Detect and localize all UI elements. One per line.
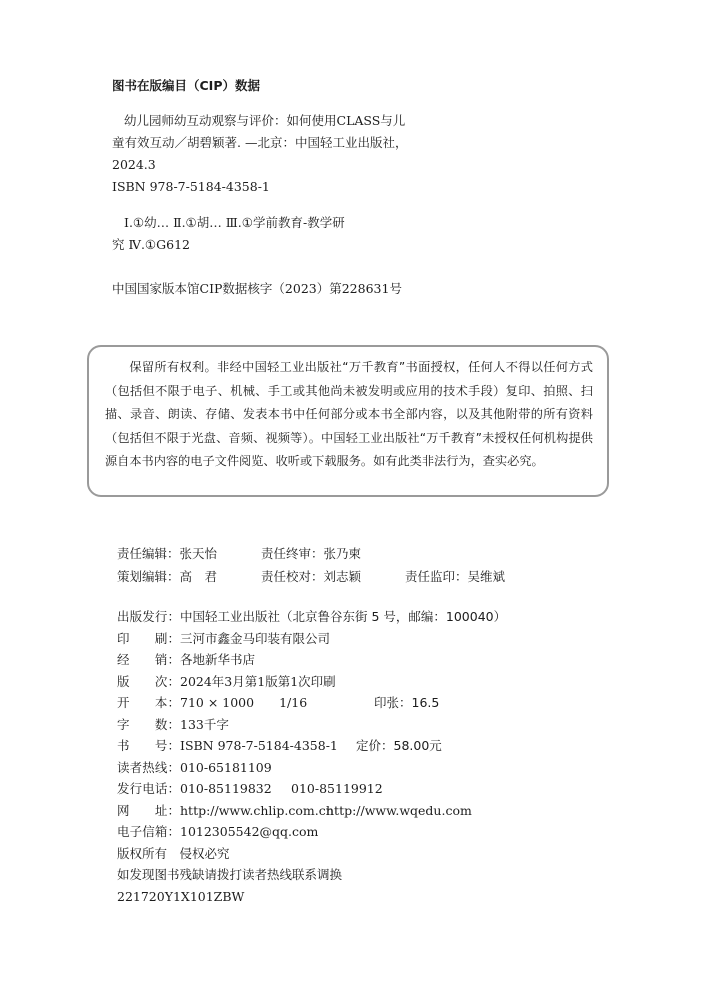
- cip-classification-line-1: Ⅰ.①幼… Ⅱ.①胡… Ⅲ.①学前教育-教学研: [124, 215, 345, 230]
- print-supervisor: 责任监印：吴维斌: [405, 569, 506, 584]
- sales-phone-label: 发行电话：: [117, 781, 180, 796]
- book-number-row: [117, 735, 506, 757]
- return-note-row: [117, 864, 506, 886]
- email-row: [117, 821, 506, 843]
- word-count-label: 字 数：: [117, 716, 180, 732]
- print-code-row: [117, 886, 506, 908]
- distributor-row: [117, 649, 506, 671]
- format-label: 开 本：: [117, 695, 180, 710]
- cip-number: 中国国家版本馆CIP数据核字（2023）第228631号: [112, 281, 402, 296]
- publisher-value: 中国轻工业出版社（北京鲁谷东街 5 号，邮编：100040）: [180, 609, 507, 624]
- cip-classification-line-2: 究 Ⅳ.①G612: [112, 237, 190, 252]
- word-count-value: 133千字: [180, 716, 229, 732]
- sales-phone-2: 010-85119912: [291, 781, 383, 796]
- website-link-1[interactable]: http://www.chlip.com.cn: [180, 802, 334, 818]
- copyright-statement: 版权所有 侵权必究: [117, 845, 230, 861]
- book-number-label: 书 号：: [117, 738, 180, 753]
- planning-editor: 策划编辑：高 君: [117, 569, 218, 584]
- printed-sheets: 印张：16.5: [374, 695, 440, 710]
- word-count-row: [117, 714, 506, 736]
- copyright-row: [117, 843, 506, 865]
- website-link-2[interactable]: http://www.wqedu.com: [326, 802, 472, 818]
- cip-title-line-2: 童有效互动／胡碧颖著. —北京：中国轻工业出版社，: [112, 135, 408, 150]
- edition-value: 2024年3月第1版第1次印刷: [180, 673, 336, 689]
- cip-title-line-1: 幼儿园师幼互动观察与评价：如何使用CLASS与儿: [124, 113, 406, 128]
- cip-heading: 图书在版编目（CIP）数据: [112, 78, 260, 93]
- printer-value: 三河市鑫金马印装有限公司: [180, 630, 331, 646]
- email-label: 电子信箱：: [117, 824, 180, 839]
- edition-label: 版 次：: [117, 673, 180, 689]
- publication-info: [117, 606, 506, 907]
- proofreader: 责任校对：刘志颖: [261, 569, 362, 584]
- reader-hotline-value: 010-65181109: [180, 759, 272, 775]
- cip-title-line-3: 2024.3: [112, 157, 156, 172]
- book-number-value: ISBN 978-7-5184-4358-1: [180, 738, 338, 753]
- website-row: [117, 800, 506, 822]
- responsible-editor: 责任编辑：张天怡: [117, 546, 218, 561]
- final-reviewer: 责任终审：张乃柬: [261, 546, 362, 561]
- return-note: 如发现图书残缺请拨打读者热线联系调换: [117, 867, 343, 882]
- copyright-notice-box: [87, 345, 609, 497]
- publisher-row: [117, 606, 506, 628]
- reader-hotline-label: 读者热线：: [117, 759, 180, 775]
- distributor-label: 经 销：: [117, 652, 180, 667]
- sales-phone-row: [117, 778, 506, 800]
- email-value[interactable]: 1012305542@qq.com: [180, 824, 319, 839]
- format-row: [117, 692, 506, 714]
- publisher-label: 出版发行：: [117, 609, 180, 624]
- cip-record: [112, 76, 432, 300]
- website-label: 网 址：: [117, 802, 180, 818]
- distributor-value: 各地新华书店: [180, 652, 256, 667]
- copyright-notice-text: 保留所有权利。非经中国轻工业出版社“万千教育”书面授权，任何人不得以任何方式（包括但不限于电子、机械、手工或其他尚未被发明或应用的技术手段）复印、拍照、扫描、录音、朗读、存储、发表本书中任何部分或本书全部内容，以及其他附带的所有资料（包括但不限于光盘、音频、视频等）。中国轻工业出版社“万千教育”未授权任何机构提供源自本书内容的电子文件阅览、收听或下载服务。如有此类非法行为，查实必究。: [105, 360, 593, 468]
- reader-hotline-row: [117, 757, 506, 779]
- sales-phone-1: 010-85119832: [180, 781, 272, 796]
- edition-row: [117, 671, 506, 693]
- cip-isbn: ISBN 978-7-5184-4358-1: [112, 179, 270, 194]
- print-code: 221720Y1X101ZBW: [117, 888, 245, 904]
- format-value: 710 × 1000 1/16: [180, 695, 308, 710]
- printer-label: 印 刷：: [117, 630, 180, 646]
- price: 定价：58.00元: [356, 738, 442, 753]
- printer-row: [117, 628, 506, 650]
